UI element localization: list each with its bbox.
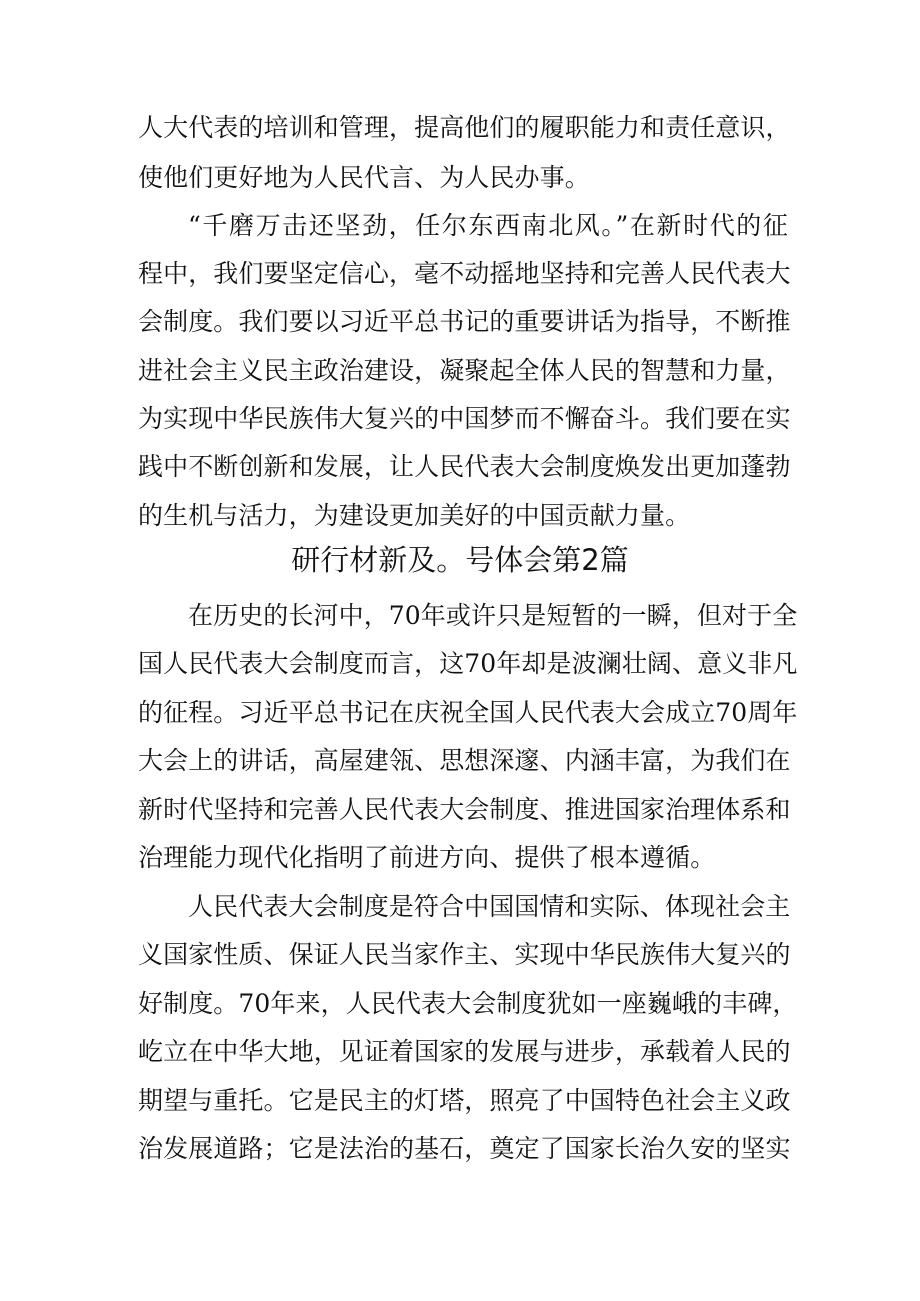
text-line: 好制度。70年来，人民代表大会制度犹如一座巍峨的丰碑， [138, 989, 798, 1018]
text-line: 义国家性质、保证人民当家作主、实现中华民族伟大复兴的 [138, 940, 791, 969]
text-line: 在历史的长河中，70年或许只是短暂的一瞬，但对于全 [188, 601, 798, 630]
text-line: 为实现中华民族伟大复兴的中国梦而不懈奋斗。我们要在实 [138, 404, 791, 433]
text-line: 新时代坚持和完善人民代表大会制度、推进国家治理体系和 [138, 795, 791, 824]
text-line: 进社会主义民主政治建设，凝聚起全体人民的智慧和力量， [138, 356, 791, 385]
text-line: 会制度。我们要以习近平总书记的重要讲话为指导，不断推 [138, 307, 791, 336]
text-line: 人大代表的培训和管理，提高他们的履职能力和责任意识， [138, 113, 791, 142]
text-line: 的生机与活力，为建设更加美好的中国贡献力量。 [138, 501, 691, 530]
text-line: 的征程。习近平总书记在庆祝全国人民代表大会成立70周年 [138, 698, 798, 727]
text-line: 国人民代表大会制度而言，这70年却是波澜壮阔、意义非凡 [138, 649, 798, 678]
text-line: 践中不断创新和发展，让人民代表大会制度焕发出更加蓬勃 [138, 452, 791, 481]
text-line: 屹立在中华大地，见证着国家的发展与进步，承载着人民的 [138, 1037, 791, 1066]
text-line: 期望与重托。它是民主的灯塔，照亮了中国特色社会主义政 [138, 1086, 791, 1115]
text-line: 大会上的讲话，高屋建瓴、思想深邃、内涵丰富，为我们在 [138, 746, 791, 775]
text-line: 人民代表大会制度是符合中国国情和实际、体现社会主 [188, 892, 791, 921]
text-line: 使他们更好地为人民代言、为人民办事。 [138, 163, 590, 192]
text-line: 治理能力现代化指明了前进方向、提供了根本遵循。 [138, 843, 716, 872]
section-heading: 研行材新及。号体会第2篇 [291, 543, 629, 577]
text-line: “千磨万击还坚劲，任尔东西南北风。”在新时代的征 [188, 211, 788, 240]
text-line: 治发展道路；它是法治的基石，奠定了国家长治久安的坚实 [138, 1134, 791, 1163]
text-line: 程中，我们要坚定信心，毫不动摇地坚持和完善人民代表大 [138, 259, 791, 288]
